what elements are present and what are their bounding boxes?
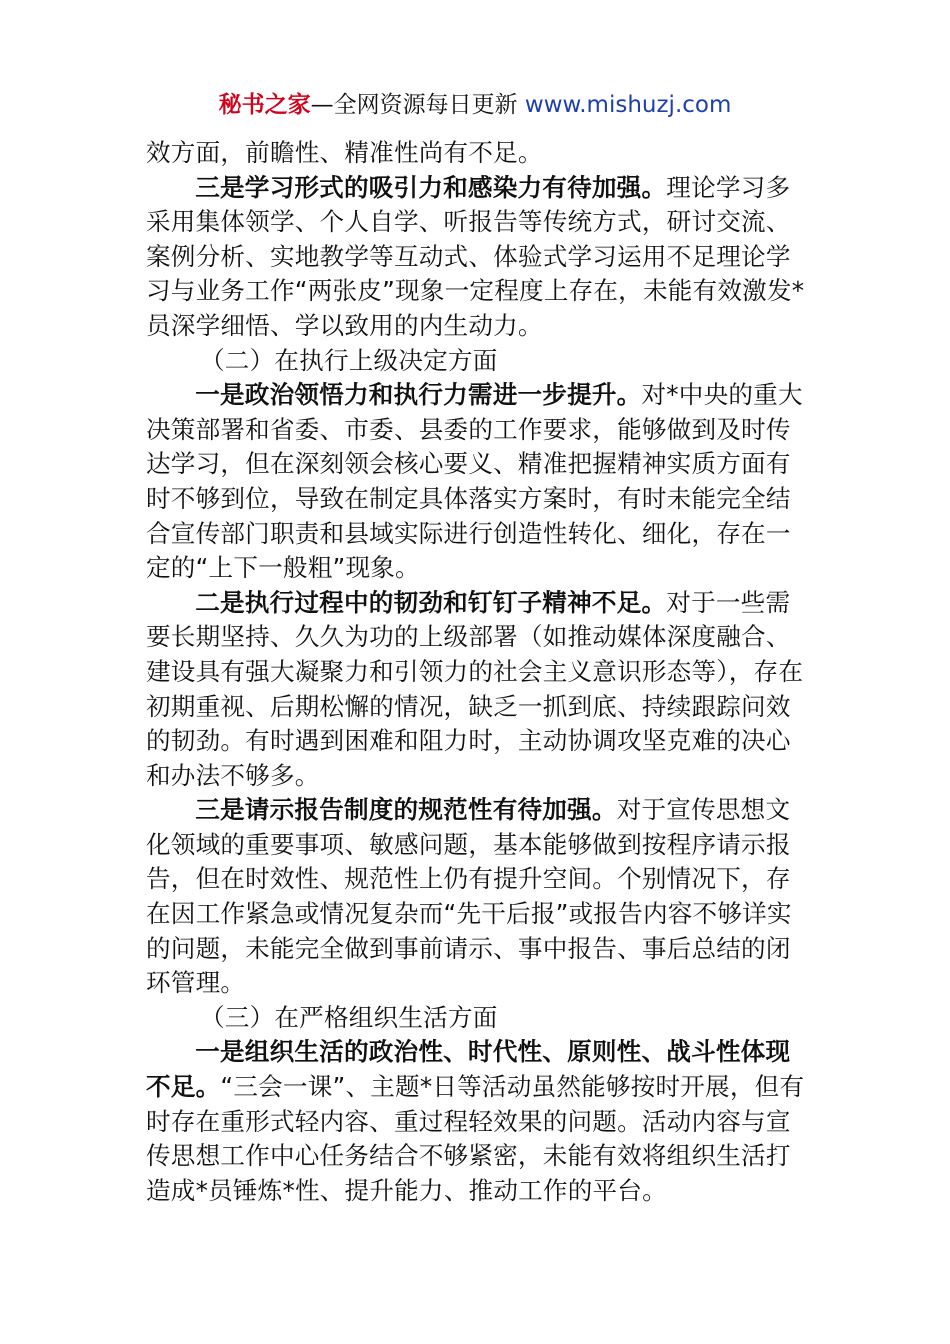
site-link[interactable]: www.mishuzj.com	[524, 92, 732, 118]
section-heading: （二）在执行上级决定方面	[200, 345, 498, 375]
paragraph	[146, 171, 810, 344]
document-body	[146, 136, 810, 1208]
brand-name: 秘书之家	[218, 92, 311, 118]
paragraph-text: 对*中央的重大决策部署和省委、市委、县委的工作要求，能够做到及时传达学习，但在深刻领会核心要义、精准把握精神实质方面有时不够到位，导致在制定具体落实方案时，有时未能完全结合宣传部门职责和县域实际进行创造性转化、细化，存在一定的“上下一般粗”现象。	[146, 380, 803, 583]
paragraph-text: 对于一些需要长期坚持、久久为功的上级部署（如推动媒体深度融合、建设具有强大凝聚力和引领力的社会主义意识形态等），存在初期重视、后期松懈的情况，缺乏一抓到底、持续跟踪问效的韧劲。有时遇到困难和阻力时，主动协调攻坚克难的决心和办法不够多。	[146, 587, 804, 790]
section-heading: （三）在严格组织生活方面	[200, 1002, 498, 1032]
paragraph-text: 对于宣传思想文化领域的重要事项、敏感问题，基本能够做到按程序请示报告，但在时效性、规范性上仍有提升空间。个别情况下，存在因工作紧急或情况复杂而“先干后报”或报告内容不够详实的问题，未能完全做到事前请示、事中报告、事后总结的闭环管理。	[146, 795, 792, 998]
paragraph-lead: 二是执行过程中的韧劲和钉钉子精神不足。	[195, 587, 667, 617]
paragraph-lead: 三是学习形式的吸引力和感染力有待加强。	[195, 172, 667, 202]
paragraph-lead: 三是请示报告制度的规范性有待加强。	[195, 795, 617, 825]
paragraph-text: 理论学习多采用集体领学、个人自学、听报告等传统方式，研讨交流、案例分析、实地教学等互动式、体验式学习运用不足理论学习与业务工作“两张皮”现象一定程度上存在，未能有效激发*员深学细悟、学以致用的内生动力。	[146, 172, 805, 340]
paragraph	[146, 586, 810, 794]
paragraph-lead: 一是组织生活的政治性、时代性、原则性、战斗性体现不足。	[146, 1037, 791, 1102]
paragraph-text: “三会一课”、主题*日等活动虽然能够按时开展，但有时存在重形式轻内容、重过程轻效果的问题。活动内容与宣传思想工作中心任务结合不够紧密，未能有效将组织生活打造成*员锤炼*性、提升能力、推动工作的平台。	[146, 1072, 805, 1205]
paragraph	[146, 378, 810, 586]
paragraph-lead: 一是政治领悟力和执行力需进一步提升。	[195, 380, 642, 410]
header-slogan: —全网资源每日更新	[310, 92, 525, 118]
paragraph	[146, 1035, 810, 1208]
paragraph	[146, 793, 810, 1001]
page-header	[0, 88, 950, 122]
paragraph-text: 效方面，前瞻性、精准性尚有不足。	[146, 138, 543, 167]
paragraph	[146, 136, 810, 171]
